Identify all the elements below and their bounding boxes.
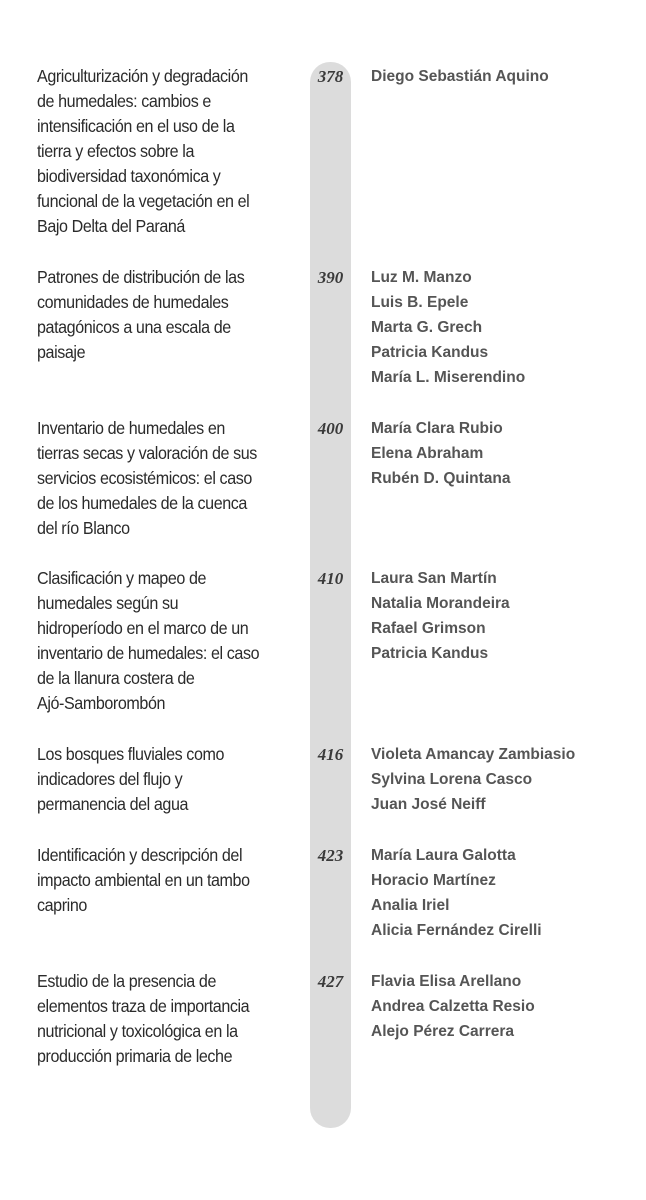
entry-title-line: humedales según su [37,593,179,613]
entry-title-line: funcional de la vegetación en el [37,191,250,211]
entry-title-line: Patrones de distribución de las [37,267,245,287]
entry-title [37,416,304,541]
entry-title-line: inventario de humedales: el caso [37,643,260,663]
author-name: Analia Iriel [371,897,450,914]
entry-page-number: 400 [317,419,344,438]
entry-title-line: Clasificación y mapeo de [37,568,207,588]
entry-title-line: patagónicos a una escala de [37,317,231,337]
author-name: María Laura Galotta [371,847,516,864]
entry-title-line: intensificación en el uso de la [37,116,235,136]
entry-page-number: 423 [317,846,344,865]
entry-title-line: de humedales: cambios e [37,91,211,111]
entry-title-line: comunidades de humedales [37,292,229,312]
entry-title-line: impacto ambiental en un tambo [37,870,250,890]
entry-title-line: tierras secas y valoración de sus [37,443,257,463]
author-name: Natalia Morandeira [371,595,510,612]
entry-title [37,265,304,365]
entry-title-line: Estudio de la presencia de [37,971,216,991]
entry-authors [371,969,646,1044]
entry-title-line: nutricional y toxicológica en la [37,1021,238,1041]
entry-authors [371,742,646,817]
entry-title [37,742,304,817]
entry-title-line: Ajó-Samborombón [37,693,166,713]
entry-title-line: Inventario de humedales en [37,418,225,438]
author-name: Alicia Fernández Cirelli [371,922,542,939]
author-name: Flavia Elisa Arellano [371,973,522,990]
entry-page-number: 410 [317,569,344,588]
entry-title-line: Agriculturización y degradación [37,66,248,86]
entry-page-number: 427 [317,972,344,991]
entry-page-number: 378 [317,67,344,86]
author-name: Patricia Kandus [371,344,489,361]
entry-title-line: paisaje [37,342,86,362]
author-name: Juan José Neiff [371,796,486,813]
author-name: Luz M. Manzo [371,269,472,286]
entry-page-number: 390 [317,268,344,287]
entry-title-line: del río Blanco [37,518,130,538]
entry-title-line: Bajo Delta del Paraná [37,216,185,236]
entry-authors [371,265,646,390]
author-name: Elena Abraham [371,445,484,462]
author-name: Rubén D. Quintana [371,470,511,487]
author-name: Marta G. Grech [371,319,483,336]
author-name: Horacio Martínez [371,872,496,889]
entry-title [37,566,304,716]
author-name: Diego Sebastián Aquino [371,68,549,85]
entry-title [37,969,304,1069]
entry-authors [371,843,646,943]
entry-title-line: hidroperíodo en el marco de un [37,618,249,638]
author-name: Andrea Calzetta Resio [371,998,535,1015]
author-name: Patricia Kandus [371,645,489,662]
entry-title-line: caprino [37,895,87,915]
entry-title-line: de la llanura costera de [37,668,195,688]
author-name: Sylvina Lorena Casco [371,771,533,788]
entry-title-line: biodiversidad taxonómica y [37,166,221,186]
entry-title [37,64,304,239]
entry-authors [371,64,646,89]
entry-title-line: elementos traza de importancia [37,996,250,1016]
entry-title-line: servicios ecosistémicos: el caso [37,468,252,488]
author-name: Violeta Amancay Zambiasio [371,746,576,763]
entry-title-line: permanencia del agua [37,794,189,814]
author-name: Luis B. Epele [371,294,469,311]
author-name: Laura San Martín [371,570,497,587]
author-name: Rafael Grimson [371,620,486,637]
entry-title [37,843,304,918]
entry-title-line: producción primaria de leche [37,1046,233,1066]
entry-title-line: de los humedales de la cuenca [37,493,247,513]
entry-title-line: tierra y efectos sobre la [37,141,194,161]
author-name: Alejo Pérez Carrera [371,1023,515,1040]
entry-authors [371,566,646,666]
entry-title-line: indicadores del flujo y [37,769,183,789]
author-name: María L. Miserendino [371,369,526,386]
entry-title-line: Los bosques fluviales como [37,744,225,764]
entry-page-number: 416 [317,745,344,764]
entry-title-line: Identificación y descripción del [37,845,243,865]
author-name: María Clara Rubio [371,420,503,437]
entry-authors [371,416,646,491]
